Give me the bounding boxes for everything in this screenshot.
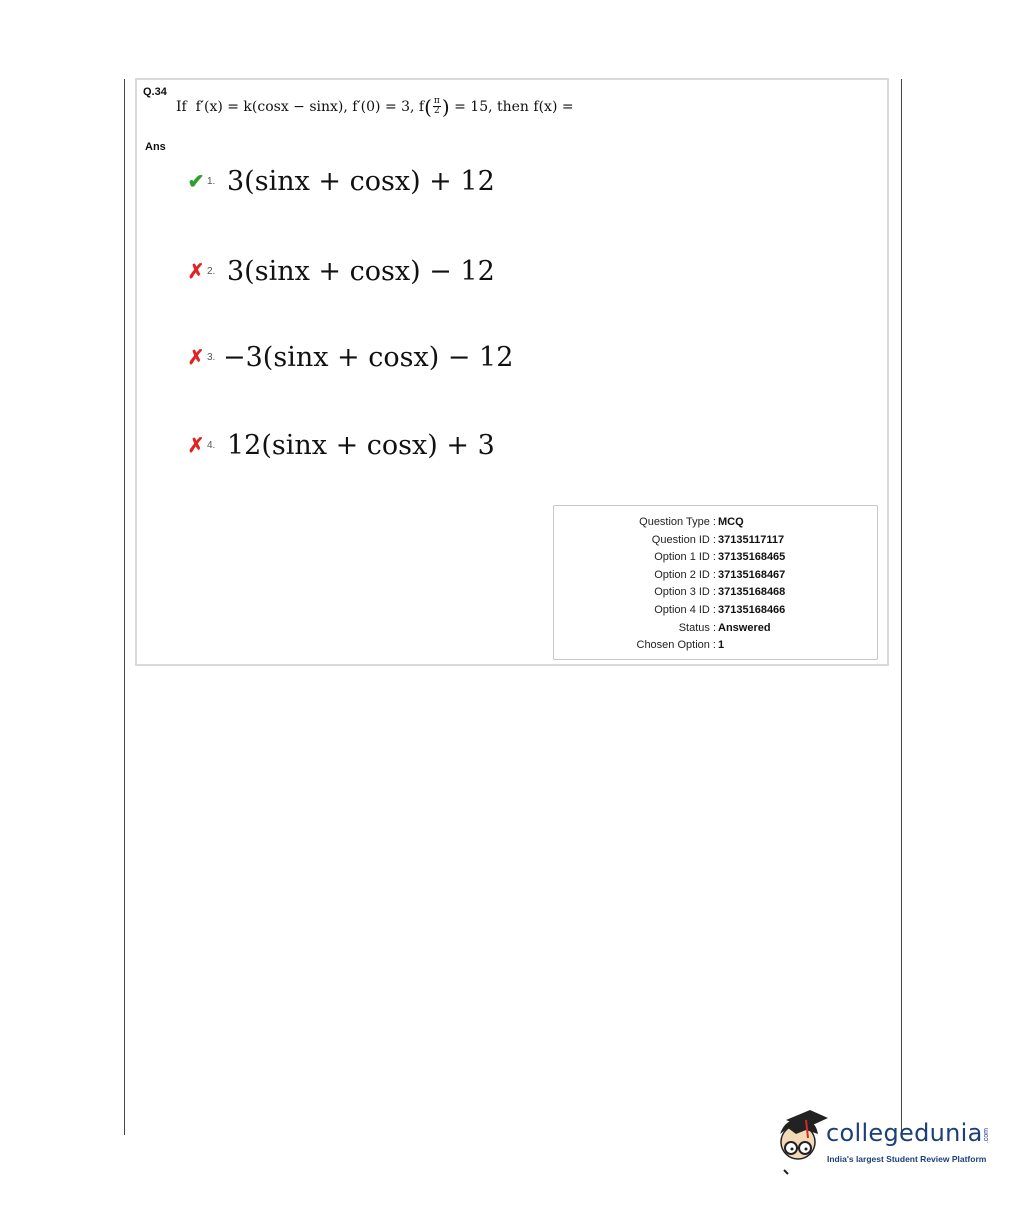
option-number: 1. <box>207 176 216 187</box>
question-info-box: Question Type : MCQ Question ID : 37135117117 Option 1 ID : 37135168465 Option 2 ID : 37135168467 Option 3 ID : 37135168468 Option 4 ID : 37135168466 Status : Answered Chosen Option : 1 <box>553 505 878 660</box>
option-1[interactable] <box>186 166 495 197</box>
logo-suffix: .com <box>983 1128 990 1144</box>
option-3[interactable] <box>186 342 513 373</box>
page-right-rule <box>901 79 902 1135</box>
fraction-denominator: 2 <box>434 106 440 116</box>
option-4[interactable] <box>186 430 495 461</box>
option-number: 4. <box>207 440 216 451</box>
paren-close: ) <box>441 94 450 119</box>
question-number: Q.34 <box>143 86 167 98</box>
option-text: −3(sinx + cosx) − 12 <box>223 342 514 373</box>
cross-icon: ✗ <box>187 435 205 457</box>
answer-label: Ans <box>145 141 166 153</box>
paren-open: ( <box>424 94 432 119</box>
question-text <box>176 94 574 119</box>
option-text: 12(sinx + cosx) + 3 <box>227 430 495 461</box>
fraction-numerator: π <box>433 96 440 106</box>
question-prefix: If <box>176 98 187 115</box>
option-text: 3(sinx + cosx) − 12 <box>227 256 495 287</box>
fraction-pi-over-2 <box>433 97 441 116</box>
logo-tagline: India's largest Student Review Platform <box>827 1154 987 1164</box>
question-rest: = 15, then f(x) = <box>454 98 574 115</box>
option-2[interactable] <box>186 256 495 287</box>
question-derivative: f′(x) = k(cosx − sinx), f′(0) = 3, f <box>195 98 425 115</box>
check-icon: ✔ <box>187 171 205 193</box>
option-number: 3. <box>207 352 216 363</box>
option-text: 3(sinx + cosx) + 12 <box>227 166 495 197</box>
option-number: 2. <box>207 266 216 277</box>
logo-wordmark: collegedunia <box>826 1119 983 1147</box>
cross-icon: ✗ <box>187 347 205 369</box>
cross-icon: ✗ <box>187 261 205 283</box>
page-left-rule <box>124 79 125 1135</box>
